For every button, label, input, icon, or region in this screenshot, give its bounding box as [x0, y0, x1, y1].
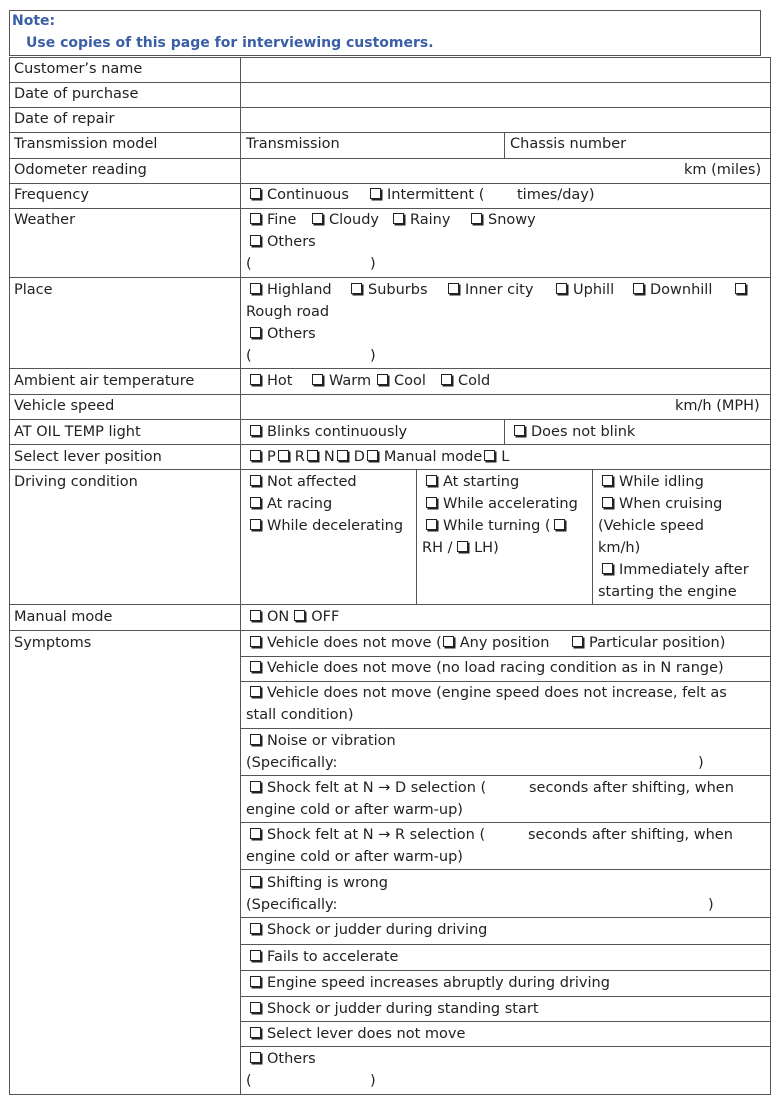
symptom-line — [240, 917, 771, 918]
row-line — [9, 277, 771, 278]
symptom-particular[interactable]: Particular position) — [572, 635, 725, 651]
symptom-no-move-3[interactable]: Vehicle does not move (engine speed does not increase, felt as — [250, 685, 727, 701]
checkbox-icon[interactable] — [250, 374, 261, 385]
checkbox-icon[interactable] — [484, 450, 495, 461]
checkbox-icon[interactable] — [250, 188, 261, 199]
opt-idling[interactable]: While idling — [602, 474, 704, 490]
checkbox-icon[interactable] — [250, 876, 261, 887]
opt-noblink[interactable]: Does not blink — [514, 424, 635, 440]
label-speed: Vehicle speed — [14, 398, 115, 414]
label-manual-mode: Manual mode — [14, 609, 113, 625]
note-text: Use copies of this page for interviewing customers. — [26, 35, 434, 51]
label-odometer: Odometer reading — [14, 162, 147, 178]
checkbox-icon[interactable] — [250, 450, 261, 461]
opt-not-affected[interactable]: Not affected — [250, 474, 357, 490]
divider — [504, 419, 505, 444]
symptom-fails-accelerate[interactable]: Fails to accelerate — [250, 949, 398, 965]
row-line — [9, 604, 771, 605]
label-trans-model: Transmission model — [14, 136, 158, 152]
row-line — [9, 107, 771, 108]
row-line — [9, 183, 771, 184]
symptom-judder-driving[interactable]: Shock or judder during driving — [250, 922, 487, 938]
opt-fine[interactable]: Fine — [250, 212, 296, 228]
divider — [416, 469, 417, 604]
symptom-line — [240, 822, 771, 823]
opt-cold[interactable]: Cold — [441, 373, 490, 389]
checkbox-icon[interactable] — [556, 283, 567, 294]
checkbox-icon[interactable] — [250, 686, 261, 697]
shock-nr-seconds: seconds after shifting, when — [528, 827, 733, 843]
specifically-label: (Specifically: — [246, 897, 338, 913]
checkbox-icon[interactable] — [602, 563, 613, 574]
checkbox-icon[interactable] — [602, 497, 613, 508]
checkbox-icon[interactable] — [514, 425, 525, 436]
checkbox-icon[interactable] — [250, 1052, 261, 1063]
symptom-line — [240, 1046, 771, 1047]
freq-times: times/day) — [517, 187, 595, 203]
symptom-line — [240, 728, 771, 729]
opt-cruising[interactable]: When cruising — [602, 496, 722, 512]
checkbox-icon[interactable] — [443, 636, 454, 647]
label-at-oil: AT OIL TEMP light — [14, 424, 141, 440]
symptom-line — [240, 1021, 771, 1022]
checkbox-icon[interactable] — [250, 1002, 261, 1013]
opt-hot[interactable]: Hot — [250, 373, 292, 389]
checkbox-icon[interactable] — [307, 450, 318, 461]
opt-suburbs[interactable]: Suburbs — [351, 282, 428, 298]
symptom-lever-stuck[interactable]: Select lever does not move — [250, 1026, 465, 1042]
field-chassis[interactable]: Chassis number — [510, 136, 627, 152]
opt-uphill[interactable]: Uphill — [556, 282, 614, 298]
checkbox-icon[interactable] — [250, 950, 261, 961]
symptom-line — [240, 681, 771, 682]
opt-cool[interactable]: Cool — [377, 373, 426, 389]
symptom-noise[interactable]: Noise or vibration — [250, 733, 396, 749]
opt-rh-lh[interactable]: RH / LH) — [422, 540, 499, 556]
symptom-line — [240, 996, 771, 997]
checkbox-icon[interactable] — [370, 188, 381, 199]
checkbox-icon[interactable] — [426, 475, 437, 486]
checkbox-icon[interactable] — [367, 450, 378, 461]
opt-inner-city[interactable]: Inner city — [448, 282, 533, 298]
checkbox-icon[interactable] — [735, 283, 746, 294]
label-ambient: Ambient air temperature — [14, 373, 195, 389]
checkbox-icon[interactable] — [294, 610, 305, 621]
shock-nr-line2: engine cold or after warm-up) — [246, 849, 463, 865]
field-transmission[interactable]: Transmission — [246, 136, 340, 152]
opt-place-others[interactable]: Others — [250, 326, 316, 342]
checkbox-icon[interactable] — [602, 475, 613, 486]
checkbox-icon[interactable] — [250, 235, 261, 246]
label-select-lever: Select lever position — [14, 449, 162, 465]
checkbox-icon[interactable] — [426, 497, 437, 508]
checkbox-icon[interactable] — [351, 283, 362, 294]
divider — [504, 132, 505, 158]
opt-accelerating[interactable]: While accelerating — [426, 496, 578, 512]
label-place: Place — [14, 282, 53, 298]
symptom-line — [240, 970, 771, 971]
paren-close: ) — [698, 755, 704, 771]
checkbox-icon[interactable] — [471, 213, 482, 224]
select-lever-options[interactable]: P R N D Manual mode L — [250, 449, 509, 465]
opt-rough-road[interactable] — [735, 282, 752, 298]
checkbox-icon[interactable] — [633, 283, 644, 294]
checkbox-icon[interactable] — [250, 610, 261, 621]
shock-nd-seconds: seconds after shifting, when — [529, 780, 734, 796]
checkbox-icon[interactable] — [250, 734, 261, 745]
checkbox-icon[interactable] — [250, 327, 261, 338]
checkbox-icon[interactable] — [250, 475, 261, 486]
opt-turning[interactable]: While turning ( — [426, 518, 571, 534]
opt-blinks[interactable]: Blinks continuously — [250, 424, 407, 440]
opt-snowy[interactable]: Snowy — [471, 212, 536, 228]
specifically-label: (Specifically: — [246, 755, 338, 771]
checkbox-icon[interactable] — [554, 519, 565, 530]
opt-at-starting[interactable]: At starting — [426, 474, 519, 490]
paren-close: ) — [370, 256, 376, 272]
checkbox-icon[interactable] — [250, 828, 261, 839]
symptom-shock-nd[interactable]: Shock felt at N → D selection ( — [250, 780, 486, 796]
symptom-line — [240, 775, 771, 776]
row-line — [9, 158, 771, 159]
row-line — [9, 132, 771, 133]
checkbox-icon[interactable] — [393, 213, 404, 224]
symptom-line — [240, 944, 771, 945]
checkbox-icon[interactable] — [278, 450, 289, 461]
symptom-shifting-wrong[interactable]: Shifting is wrong — [250, 875, 388, 891]
paren-close: ) — [370, 348, 376, 364]
checkbox-icon[interactable] — [250, 1027, 261, 1038]
kmh-note: km/h) — [598, 540, 641, 556]
checkbox-icon[interactable] — [572, 636, 583, 647]
immediately-line2: starting the engine — [598, 584, 737, 600]
label-customer-name: Customer’s name — [14, 61, 143, 77]
paren-close: ) — [708, 897, 714, 913]
symptom-line — [240, 656, 771, 657]
row-line — [9, 82, 771, 83]
row-line — [9, 368, 771, 369]
checkbox-icon[interactable] — [250, 976, 261, 987]
note-title: Note: — [12, 13, 56, 29]
checkbox-icon[interactable] — [312, 374, 323, 385]
checkbox-icon[interactable] — [441, 374, 452, 385]
checkbox-icon[interactable] — [250, 283, 261, 294]
label-date-repair: Date of repair — [14, 111, 115, 127]
symptom-no-move-3b: stall condition) — [246, 707, 354, 723]
checkbox-icon[interactable] — [250, 923, 261, 934]
note-box — [9, 10, 761, 56]
row-line — [9, 444, 771, 445]
checkbox-icon[interactable] — [250, 636, 261, 647]
checkbox-icon[interactable] — [250, 497, 261, 508]
row-line — [9, 469, 771, 470]
speed-unit: km/h (MPH) — [675, 398, 760, 414]
opt-warm[interactable]: Warm — [312, 373, 371, 389]
opt-weather-others[interactable]: Others — [250, 234, 316, 250]
checkbox-icon[interactable] — [337, 450, 348, 461]
paren-open: ( — [246, 348, 252, 364]
opt-on-off[interactable]: ON OFF — [250, 609, 339, 625]
checkbox-icon[interactable] — [250, 425, 261, 436]
symptom-no-move-2[interactable]: Vehicle does not move (no load racing condition as in N range) — [250, 660, 724, 676]
shock-nd-line2: engine cold or after warm-up) — [246, 802, 463, 818]
vehicle-speed-note: (Vehicle speed — [598, 518, 704, 534]
paren-open: ( — [246, 1073, 252, 1089]
opt-immediately[interactable]: Immediately after — [602, 562, 749, 578]
symptom-engine-speed[interactable]: Engine speed increases abruptly during driving — [250, 975, 610, 991]
opt-highland[interactable]: Highland — [250, 282, 332, 298]
opt-at-racing[interactable]: At racing — [250, 496, 332, 512]
column-divider — [240, 57, 241, 1095]
symptom-others[interactable]: Others — [250, 1051, 316, 1067]
label-date-purchase: Date of purchase — [14, 86, 139, 102]
paren-open: ( — [246, 256, 252, 272]
checkbox-icon[interactable] — [448, 283, 459, 294]
checkbox-icon[interactable] — [312, 213, 323, 224]
symptom-judder-start[interactable]: Shock or judder during standing start — [250, 1001, 539, 1017]
row-line — [9, 630, 771, 631]
symptom-shock-nr[interactable]: Shock felt at N → R selection ( — [250, 827, 485, 843]
checkbox-icon[interactable] — [250, 781, 261, 792]
opt-intermittent[interactable]: Intermittent ( — [370, 187, 484, 203]
label-frequency: Frequency — [14, 187, 89, 203]
opt-rainy[interactable]: Rainy — [393, 212, 450, 228]
row-line — [9, 419, 771, 420]
checkbox-icon[interactable] — [426, 519, 437, 530]
symptom-line — [240, 869, 771, 870]
paren-close: ) — [370, 1073, 376, 1089]
opt-cloudy[interactable]: Cloudy — [312, 212, 379, 228]
divider — [592, 469, 593, 604]
row-line — [9, 394, 771, 395]
opt-continuous[interactable]: Continuous — [250, 187, 349, 203]
checkbox-icon[interactable] — [250, 213, 261, 224]
checkbox-icon[interactable] — [377, 374, 388, 385]
label-symptoms: Symptoms — [14, 635, 92, 651]
checkbox-icon[interactable] — [250, 519, 261, 530]
opt-decelerating[interactable]: While decelerating — [250, 518, 403, 534]
odometer-unit: km (miles) — [684, 162, 762, 178]
opt-downhill[interactable]: Downhill — [633, 282, 712, 298]
label-driving: Driving condition — [14, 474, 138, 490]
label-weather: Weather — [14, 212, 76, 228]
row-line — [9, 208, 771, 209]
symptom-no-move-1[interactable]: Vehicle does not move ( Any position — [250, 635, 549, 651]
checkbox-icon[interactable] — [457, 541, 468, 552]
rough-road-label: Rough road — [246, 304, 330, 320]
checkbox-icon[interactable] — [250, 661, 261, 672]
